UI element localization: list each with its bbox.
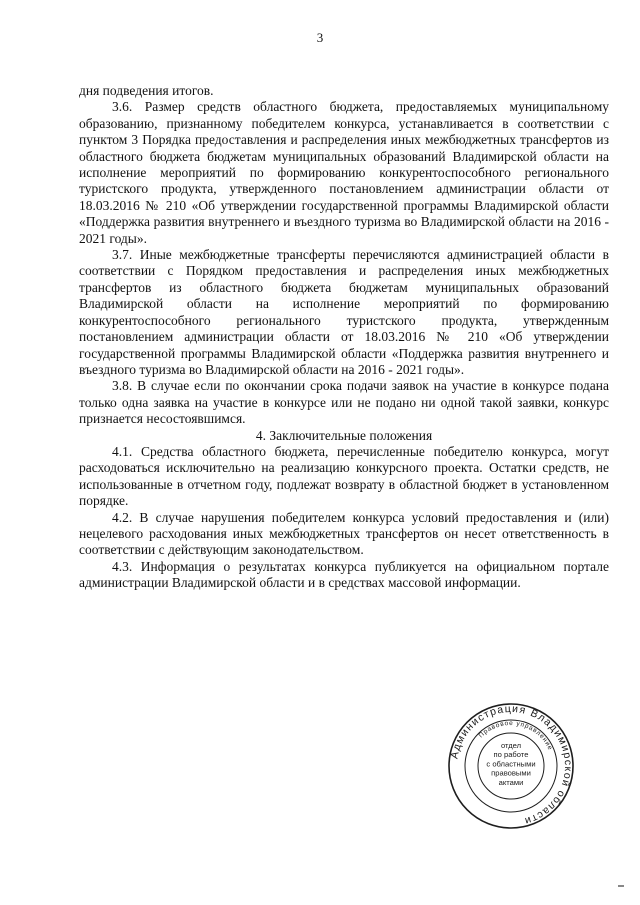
document-body (79, 83, 609, 592)
paragraph-continuation: дня подведения итогов. (79, 83, 214, 98)
stamp-center-line: с областными (486, 759, 536, 769)
stamp-seal-icon (447, 702, 575, 830)
stamp-center-line: актами (498, 777, 524, 787)
section-4-title: 4. Заключительные положения (255, 427, 433, 443)
paragraph-3-8: 3.8. В случае если по окончании срока подачи заявок на участие в конкурсе подана только одна заявка на участие в конкурсе или не подано ни одной такой заявки, конкурс признается несостоявшимся. (79, 378, 609, 427)
paragraph-3-6: 3.6. Размер средств областного бюджета, предоставляемых муниципальному образованию, признанному победителем конкурса, устанавливается в соответствии с пунктом 3 Порядка предоставления и распределения иных межбюджетных трансфертов из областного бюджета бюджетам муниципальных образований Владимирской области на исполнение мероприятий по формированию конкурентоспособного регионального туристского продукта, утвержденного постановлением администрации области от 18.03.2016 № 210 «Об утверждении государственной программы Владимирской области «Поддержка развития внутреннего и въездного туризма во Владимирской области на 2016 - 2021 годы». (79, 99, 609, 246)
page-number: 3 (316, 30, 324, 45)
stamp-center-line: отдел (500, 741, 522, 750)
paragraph-4-3: 4.3. Информация о результатах конкурса публикуется на официальном портале администрации Владимирской области и в средствах массовой информации. (79, 558, 609, 591)
stamp-center-text (486, 741, 535, 787)
paragraph-3-7: 3.7. Иные межбюджетные трансферты перечисляются администрацией области в соответствии с Порядком предоставления и распределения иных межбюджетных трансфертов из областного бюджета бюджетам муниципальных образований Владимирской области на исполнение мероприятий по формированию конкурентоспособного регионального туристского продукта, утвержденным постановлением администрации области от 18.03.2016 № 210 «Об утверждении государственной программы Владимирской области «Поддержка развития внутреннего и въездного туризма во Владимирской области на 2016 - 2021 годы». (79, 247, 609, 377)
stamp-outer-text: Администрация Владимирской области (448, 702, 575, 828)
official-stamp (447, 702, 575, 830)
stamp-center-line: по работе (493, 750, 529, 760)
stamp-inner-text: Правовое управление (477, 719, 554, 752)
paragraph-4-2: 4.2. В случае нарушения победителем конкурса условий предоставления и (или) нецелевого расходования иных межбюджетных трансфертов он несет ответственность в соответствии с действующим законодательством. (79, 509, 609, 558)
scan-mark (618, 885, 624, 887)
stamp-center-line: правовыми (491, 768, 531, 778)
paragraph-4-1: 4.1. Средства областного бюджета, перечисленные победителю конкурса, могут расходоваться исключительно на реализацию конкурсного проекта. Остатки средств, не использованные в отчетном году, подлежат возврату в областной бюджет в установленном порядке. (79, 443, 609, 509)
